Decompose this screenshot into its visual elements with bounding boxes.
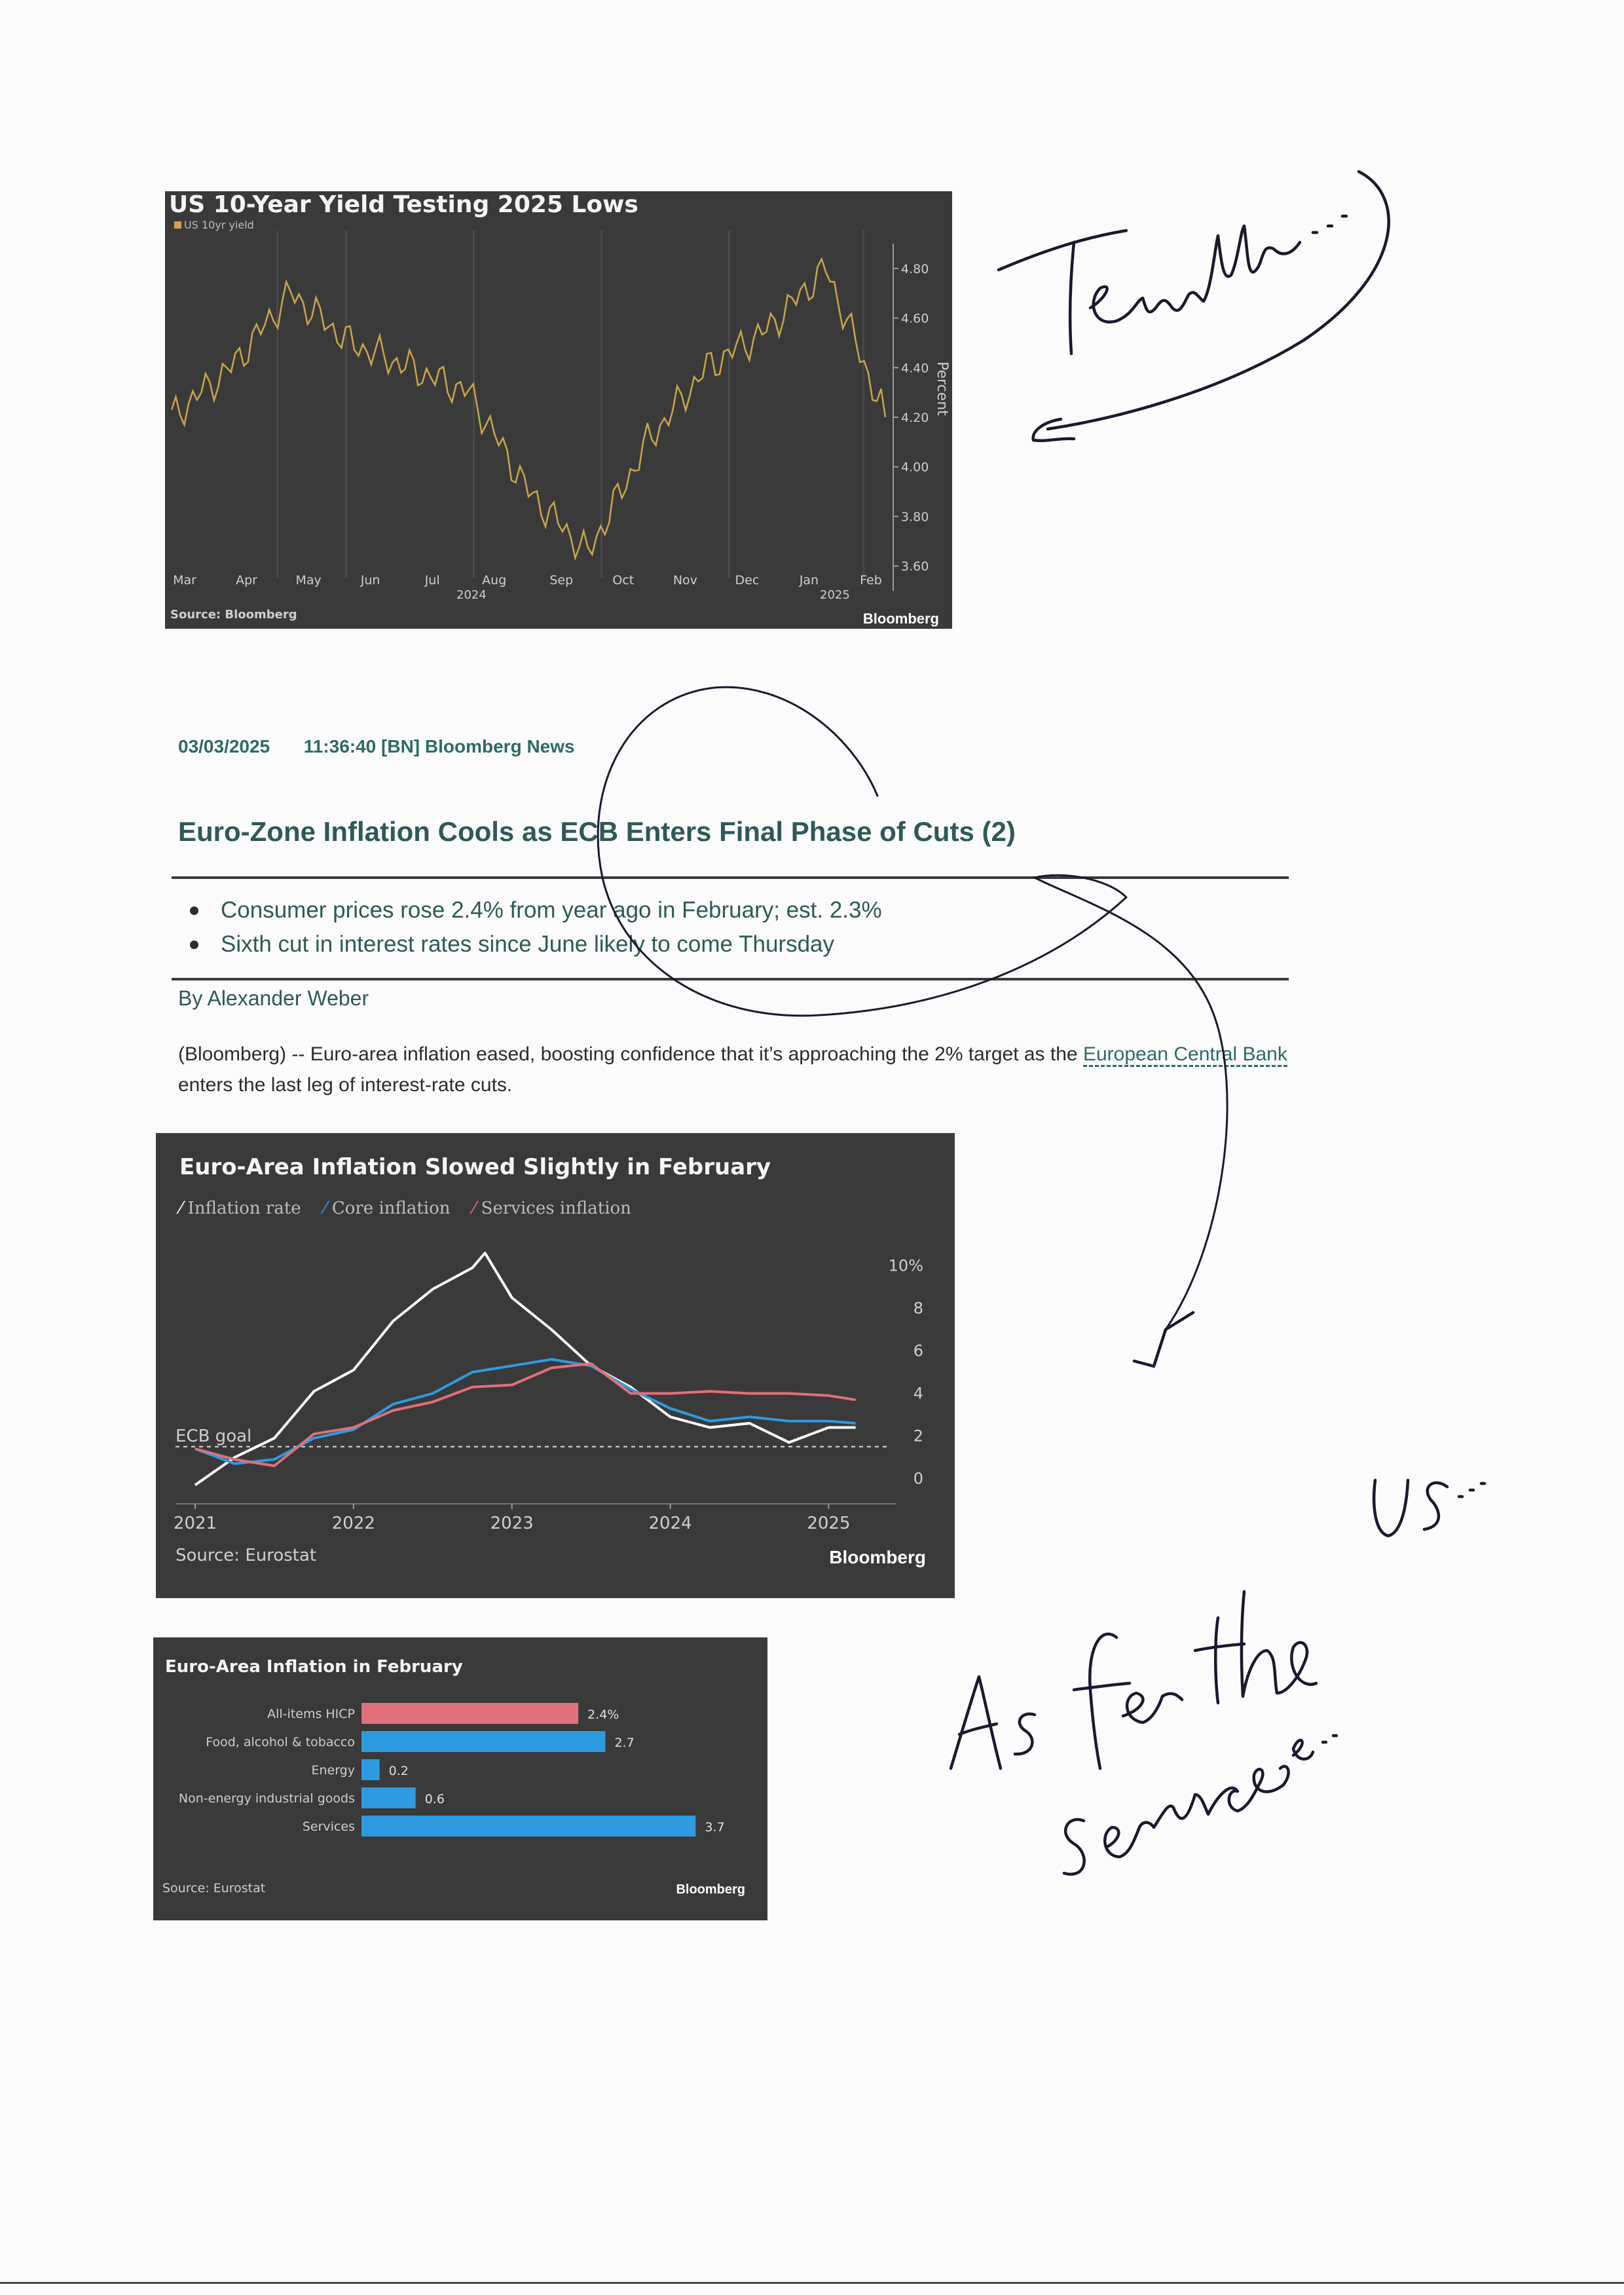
us10y-xtick-label: Oct [612, 573, 635, 588]
euro-bar-value: 0.6 [424, 1792, 445, 1806]
article-byline: By Alexander Weber [178, 986, 369, 1010]
euro-bar-value: 2.4% [587, 1707, 619, 1722]
euro-bar-category: Food, alcohol & tobacco [206, 1735, 355, 1749]
euro-ytick-label: 0 [913, 1469, 923, 1488]
us10y-legend-label: US 10yr yield [184, 219, 254, 231]
us10y-xtick-label: Jan [799, 573, 819, 588]
euro-line-title: Euro-Area Inflation Slowed Slightly in February [179, 1154, 771, 1180]
euro-ytick-label: 10% [888, 1256, 923, 1275]
euro-bar-category: Services [302, 1819, 355, 1834]
us10y-xtick-label: Mar [173, 573, 196, 588]
us10y-source: Source: Bloomberg [170, 608, 297, 622]
article-bullets [190, 893, 882, 961]
euro-line-brand: Bloomberg [829, 1547, 926, 1567]
euro-bar-value: 0.2 [388, 1764, 409, 1778]
us10y-xtick-label: Jun [360, 573, 380, 588]
us10y-xtick-label: Apr [236, 573, 257, 588]
us10y-year-2024: 2024 [456, 588, 487, 602]
legend-blue-icon: ⁄ [323, 1199, 327, 1218]
euro-line-plot [156, 1133, 955, 1598]
article-meta [178, 736, 575, 757]
euro-xtick-label: 2022 [331, 1514, 375, 1533]
bullet-dot-icon [190, 941, 198, 949]
euro-ytick-label: 2 [913, 1427, 923, 1446]
euro-line-source: Source: Eurostat [175, 1546, 317, 1565]
us10y-brand: Bloomberg [862, 610, 939, 627]
euro-bar-title: Euro-Area Inflation in February [165, 1657, 463, 1677]
us10y-xtick-label: Jul [424, 573, 440, 588]
euro-ytick-label: 4 [913, 1384, 923, 1403]
handwritten-note-as-for-us [951, 1480, 1485, 1768]
euro-bar-plot [153, 1637, 767, 1920]
article-headline: Euro-Zone Inflation Cools as ECB Enters Final Phase of Cuts (2) [178, 816, 1016, 847]
headline-rule-bottom [172, 978, 1289, 980]
us10y-year-2025: 2025 [820, 588, 850, 602]
euro-bar-source: Source: Eurostat [162, 1881, 266, 1895]
article-body-end: enters the last leg of interest-rate cuts. [178, 1074, 513, 1096]
article-time-source: 11:36:40 [BN] Bloomberg News [303, 736, 575, 756]
us10y-xtick-label: Dec [735, 573, 760, 588]
article-body [178, 1039, 1291, 1100]
us10y-plot [165, 231, 952, 629]
euro-bar-category: Energy [311, 1763, 355, 1778]
us10y-chart-title: US 10-Year Yield Testing 2025 Lows [169, 191, 638, 218]
euro-bar-value: 2.7 [614, 1736, 635, 1750]
us10y-xtick-label: Nov [673, 573, 697, 588]
euro-bar [361, 1816, 695, 1837]
us10y-bands [276, 231, 864, 578]
euro-xtick-label: 2024 [648, 1514, 692, 1533]
legend-core: Core inflation [331, 1199, 451, 1218]
us10y-xtick-label: Feb [860, 573, 882, 588]
euro-bar [361, 1731, 605, 1752]
euro-bar [361, 1759, 380, 1780]
headline-rule-top [172, 876, 1289, 879]
us10y-xtick-label: Sep [549, 573, 574, 588]
euro-xtick-label: 2021 [173, 1514, 217, 1533]
bullet-item [190, 893, 882, 927]
euro-ytick-label: 8 [913, 1299, 923, 1318]
bullet-text: Consumer prices rose 2.4% from year ago in February; est. 2.3% [221, 897, 882, 923]
us10y-ytick-label: 4.00 [901, 460, 929, 475]
legend-white-icon: ⁄ [179, 1199, 183, 1218]
euro-series-1 [195, 1360, 856, 1464]
ecb-goal-label: ECB goal [175, 1426, 252, 1446]
us10y-ytick-label: 3.60 [901, 559, 929, 574]
euro-bar-chart-panel [153, 1637, 767, 1920]
article-body-start: (Bloomberg) -- Euro-area inflation eased, boosting confidence that it’s approaching the 2% target as the [178, 1043, 1078, 1065]
us10y-xtick-label: May [295, 573, 322, 588]
us10y-ytick-label: 4.80 [901, 261, 929, 276]
euro-line-chart-panel [156, 1133, 955, 1598]
euro-ytick-label: 6 [913, 1341, 923, 1360]
bullet-dot-icon [190, 906, 198, 915]
euro-bar-brand: Bloomberg [676, 1882, 745, 1897]
legend-inflation-rate: Inflation rate [187, 1199, 301, 1218]
legend-services: Services inflation [481, 1199, 631, 1218]
bullet-text: Sixth cut in interest rates since June likely to come Thursday [221, 931, 835, 957]
us10y-ytick-label: 4.20 [901, 411, 929, 425]
us10y-axis-label: Percent [934, 362, 950, 416]
us10y-chart-panel [165, 191, 952, 629]
ecb-link[interactable]: European Central Bank [1083, 1043, 1287, 1067]
euro-bar [361, 1703, 578, 1724]
us10y-ytick-label: 4.60 [901, 311, 929, 326]
euro-bar-category: Non-energy industrial goods [178, 1791, 355, 1806]
handwritten-note-services [1064, 1736, 1337, 1875]
euro-xtick-label: 2023 [490, 1514, 534, 1533]
scan-edge-line [0, 2282, 1624, 2284]
article-date: 03/03/2025 [178, 736, 270, 756]
us10y-chart-legend [174, 219, 254, 231]
euro-xtick-label: 2025 [807, 1514, 851, 1533]
legend-swatch-icon [174, 221, 181, 229]
legend-red-icon: ⁄ [473, 1199, 476, 1218]
us10y-ytick-label: 3.80 [901, 510, 929, 525]
us10y-series-line [172, 259, 885, 558]
handwritten-note-remarkable [999, 172, 1389, 441]
us10y-ytick-label: 4.40 [901, 361, 929, 376]
euro-bar-category: All-items HICP [267, 1707, 355, 1721]
euro-bar [361, 1787, 416, 1808]
bullet-item [190, 927, 882, 961]
us10y-xtick-label: Aug [482, 573, 507, 588]
euro-bar-value: 3.7 [705, 1820, 725, 1835]
